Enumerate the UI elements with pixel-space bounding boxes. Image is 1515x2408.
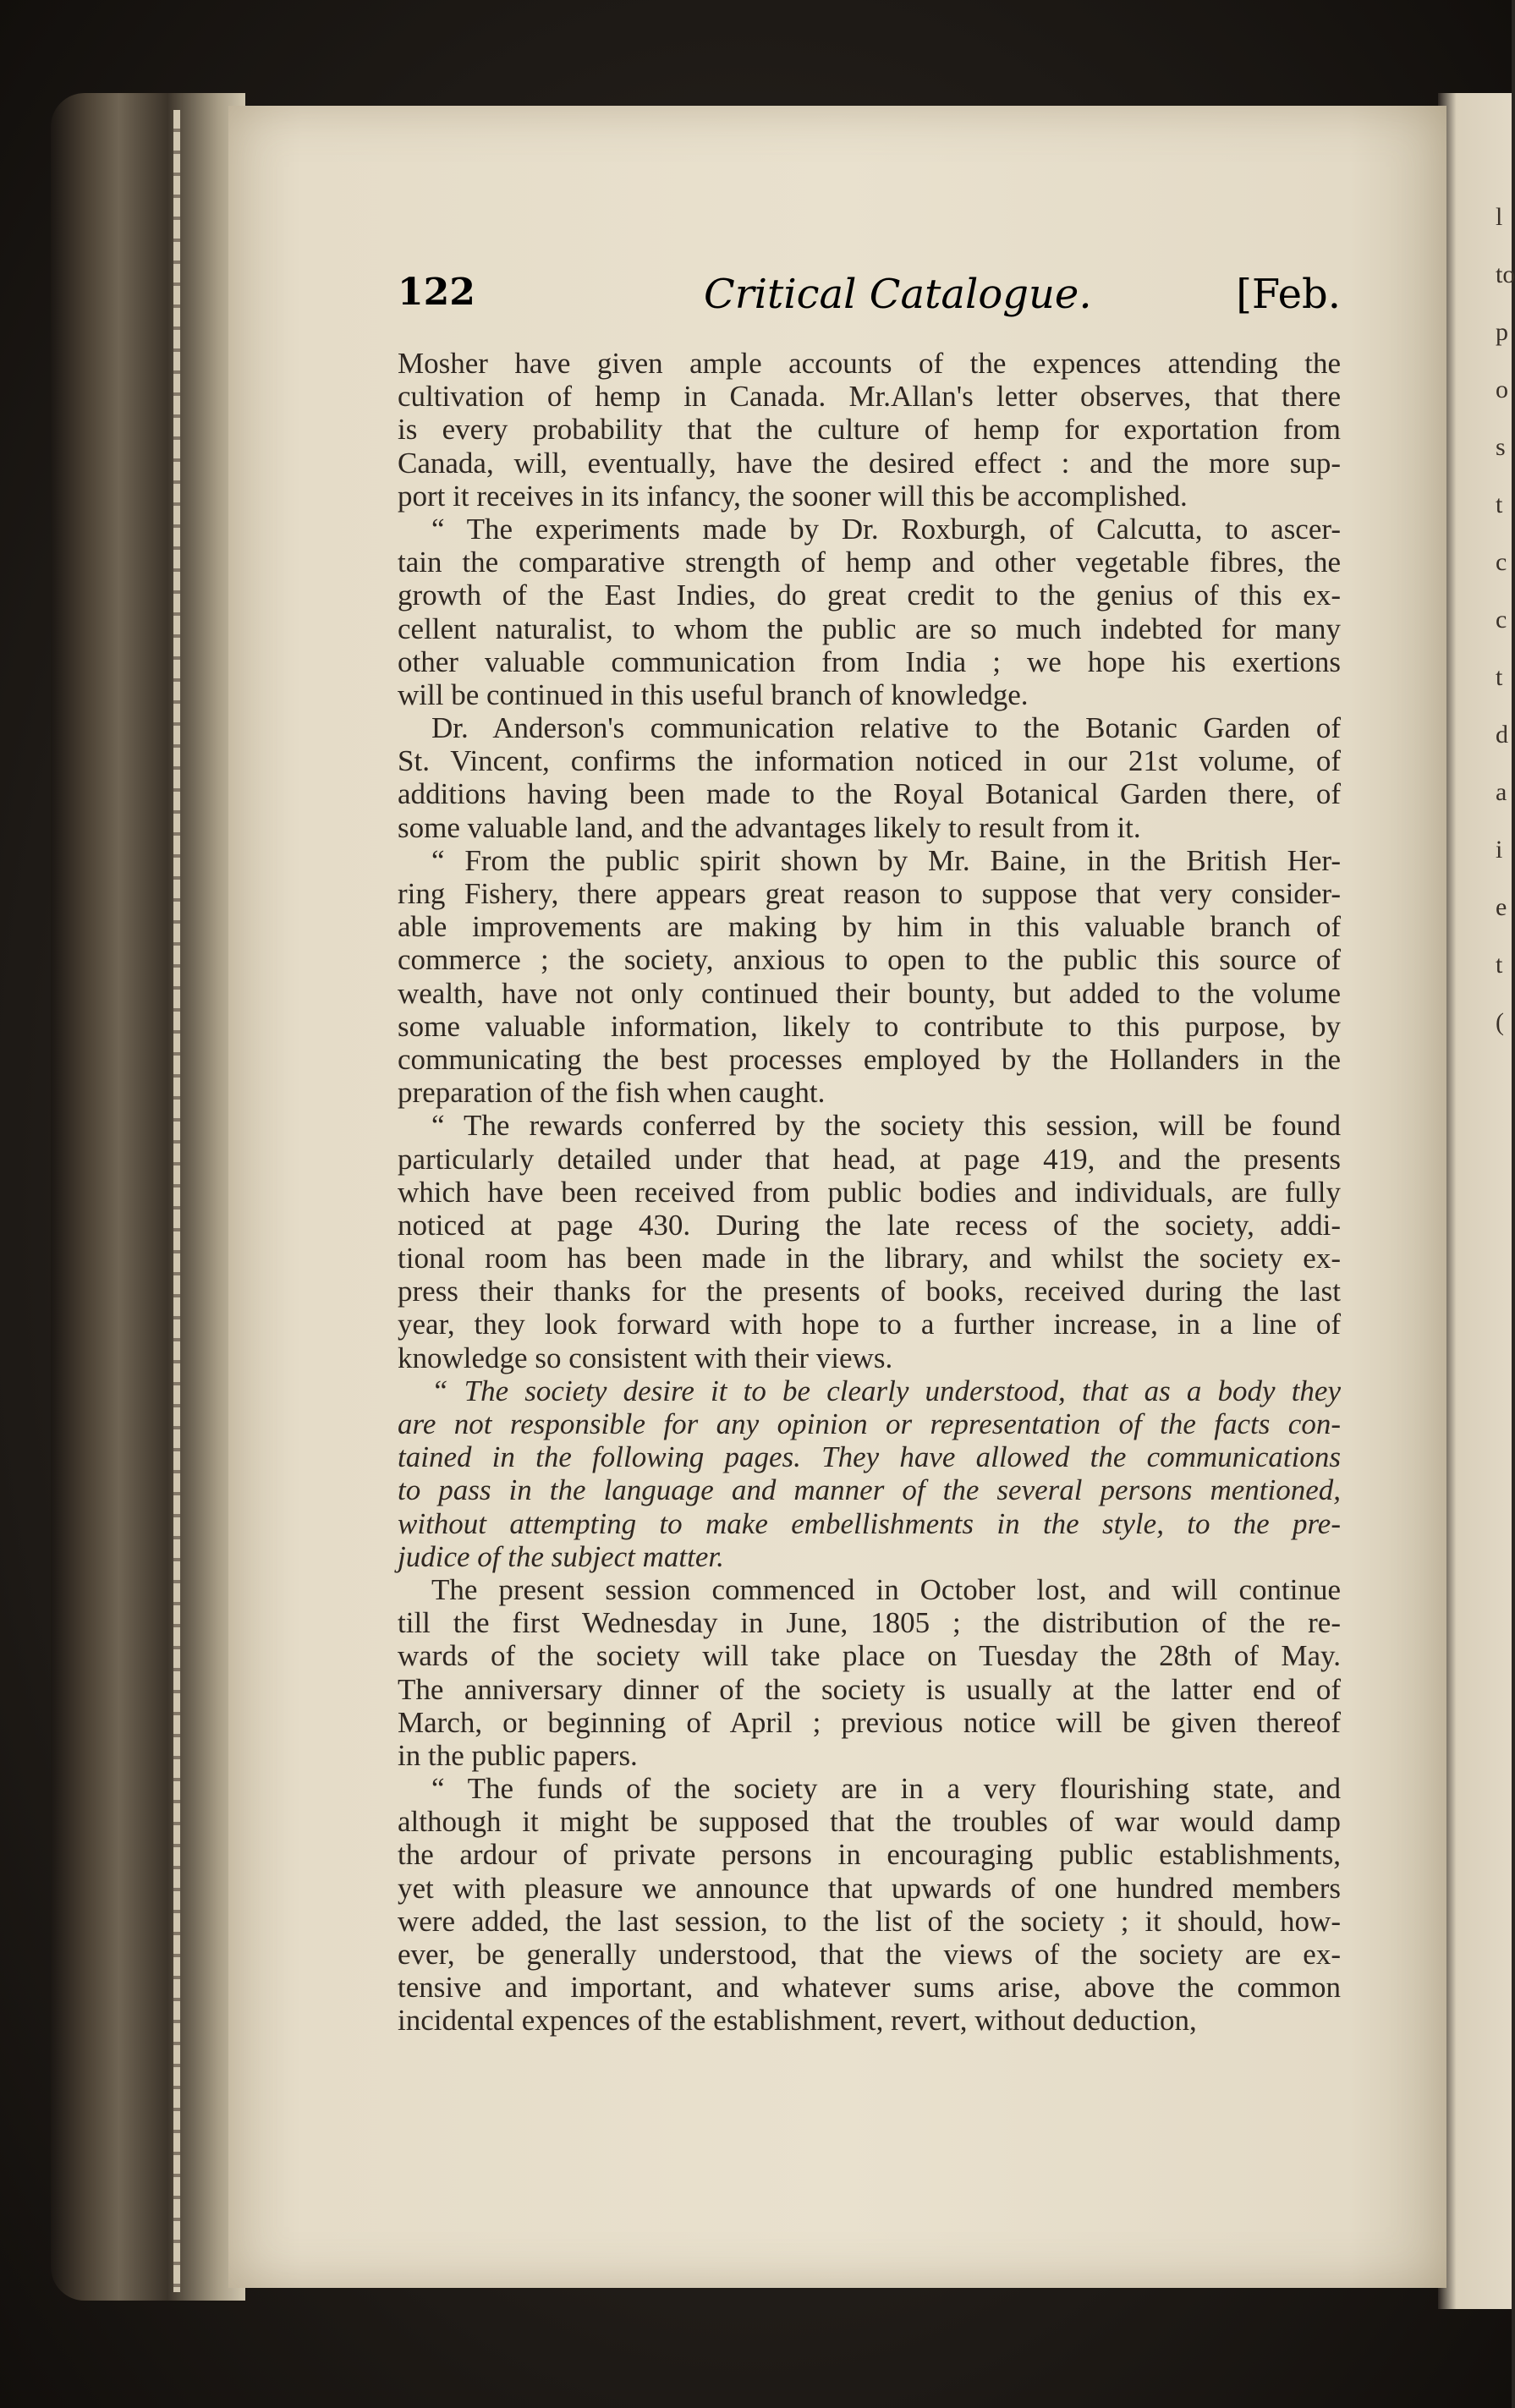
text-line: press their thanks for the presents of books, received during the last (398, 1275, 1341, 1308)
text-line: ring Fishery, there appears great reason to suppose that very consider- (398, 877, 1341, 910)
text-line: which have been received from public bodies and individuals, are fully (398, 1175, 1341, 1209)
text-line: Dr. Anderson's communication relative to the Botanic Garden of (431, 711, 1341, 745)
text-line: in the public papers. (398, 1738, 638, 1772)
text-line: to pass in the language and manner of the several persons mentioned, (398, 1473, 1341, 1507)
adjacent-page-letter: ( (1496, 1008, 1504, 1036)
text-line: were added, the last session, to the list of the society ; it should, how- (398, 1904, 1341, 1938)
paragraph (398, 1109, 1341, 1374)
text-line: communicating the best processes employed by the Hollanders in the (398, 1042, 1341, 1076)
running-month: [Feb. (1236, 271, 1341, 318)
text-line: knowledge so consistent with their views. (398, 1341, 893, 1374)
text-line: growth of the East Indies, do great credit to the genius of this ex- (398, 579, 1341, 612)
text-line: noticed at page 430. During the late recess of the society, addi- (398, 1208, 1341, 1242)
adjacent-page-letter: to (1496, 261, 1515, 288)
adjacent-page-letter: o (1496, 376, 1508, 403)
adjacent-page-letter: i (1496, 836, 1503, 864)
text-line: the ardour of private persons in encouraging public establishments, (398, 1838, 1341, 1872)
text-line: judice of the subject matter. (398, 1539, 724, 1573)
adjacent-page-letter: t (1496, 491, 1503, 518)
paragraph (398, 513, 1341, 711)
text-line: is every probability that the culture of hemp for exportation from (398, 413, 1341, 447)
text-line: “ The society desire it to be clearly understood, that as a body they (431, 1374, 1341, 1407)
text-line: wealth, have not only continued their bounty, but added to the volume (398, 976, 1341, 1010)
adjacent-page-letter: p (1496, 318, 1508, 346)
body-text (398, 347, 1341, 2038)
text-line: cultivation of hemp in Canada. Mr.Allan's letter observes, that there (398, 380, 1341, 414)
text-line: tain the comparative strength of hemp and other vegetable fibres, the (398, 546, 1341, 579)
adjacent-page-letter: e (1496, 893, 1507, 921)
text-line: will be continued in this useful branch of knowledge. (398, 677, 1029, 711)
text-line: Mosher have given ample accounts of the expences attending the (398, 347, 1341, 380)
text-line: some valuable land, and the advantages likely to result from it. (398, 810, 1141, 844)
text-line: March, or beginning of April ; previous notice will be given thereof (398, 1705, 1341, 1739)
paragraph (398, 347, 1341, 513)
text-line: “ The experiments made by Dr. Roxburgh, of Calcutta, to ascer- (431, 512, 1341, 546)
text-line: “ The funds of the society are in a very flourishing state, and (431, 1772, 1341, 1806)
text-line: able improvements are making by him in this valuable branch of (398, 910, 1341, 944)
paragraph (398, 1573, 1341, 1772)
adjacent-page-letter: t (1496, 951, 1503, 979)
text-line: till the first Wednesday in June, 1805 ; the distribution of the re- (398, 1606, 1341, 1640)
text-line: “ The rewards conferred by the society this session, will be found (431, 1109, 1341, 1143)
paragraph (398, 711, 1341, 844)
text-line: commerce ; the society, anxious to open to the public this source of (398, 943, 1341, 977)
paragraph (398, 844, 1341, 1110)
text-line: additions having been made to the Royal Botanical Garden there, of (398, 777, 1341, 811)
text-line: particularly detailed under that head, at page 419, and the presents (398, 1142, 1341, 1176)
text-line: preparation of the fish when caught. (398, 1076, 826, 1110)
text-line: St. Vincent, confirms the information noticed in our 21st volume, of (398, 744, 1341, 778)
adjacent-page-letter: t (1496, 663, 1503, 691)
text-line: some valuable information, likely to contribute to this purpose, by (398, 1009, 1341, 1043)
adjacent-page-letter: a (1496, 778, 1507, 806)
text-line: “ From the public spirit shown by Mr. Baine, in the British Her- (431, 843, 1341, 877)
text-line: incidental expences of the establishment, revert, without deduction, (398, 2004, 1197, 2038)
text-line: The present session commenced in October lost, and will continue (431, 1572, 1341, 1606)
text-line: tained in the following pages. They have allowed the communications (398, 1440, 1341, 1474)
text-line: year, they look forward with hope to a further increase, in a line of (398, 1308, 1341, 1341)
running-head (398, 271, 1341, 330)
paragraph (398, 1772, 1341, 2038)
adjacent-page-letter: l (1496, 203, 1503, 231)
text-line: cellent naturalist, to whom the public are so much indebted for many (398, 612, 1341, 645)
text-line: other valuable communication from India ; we hope his exertions (398, 645, 1341, 678)
text-line: wards of the society will take place on Tuesday the 28th of May. (398, 1639, 1341, 1673)
text-line: tensive and important, and whatever sums arise, above the common (398, 1971, 1341, 2005)
page-number: 122 (398, 271, 475, 314)
text-line: Canada, will, eventually, have the desired effect : and the more sup- (398, 446, 1341, 480)
text-line: although it might be supposed that the troubles of war would damp (398, 1805, 1341, 1839)
adjacent-page-letter: c (1496, 606, 1507, 634)
text-line: port it receives in its infancy, the sooner will this be accomplished. (398, 479, 1188, 513)
running-title: Critical Catalogue. (704, 271, 1092, 318)
adjacent-page-letter: c (1496, 548, 1507, 576)
text-line: The anniversary dinner of the society is usually at the latter end of (398, 1672, 1341, 1706)
text-line: ever, be generally understood, that the views of the society are ex- (398, 1938, 1341, 1971)
binding-stitching (173, 110, 180, 2292)
text-line: without attempting to make embellishments in the style, to the pre- (398, 1506, 1341, 1540)
text-line: are not responsible for any opinion or representation of the facts con- (398, 1407, 1341, 1440)
book-binding (51, 93, 245, 2301)
text-line: yet with pleasure we announce that upwards of one hundred members (398, 1871, 1341, 1905)
adjacent-page-fragments (1496, 203, 1515, 1049)
adjacent-page-letter: d (1496, 721, 1508, 749)
text-line: tional room has been made in the library, and whilst the society ex- (398, 1242, 1341, 1275)
paragraph (398, 1374, 1341, 1573)
adjacent-page-letter: s (1496, 433, 1506, 461)
